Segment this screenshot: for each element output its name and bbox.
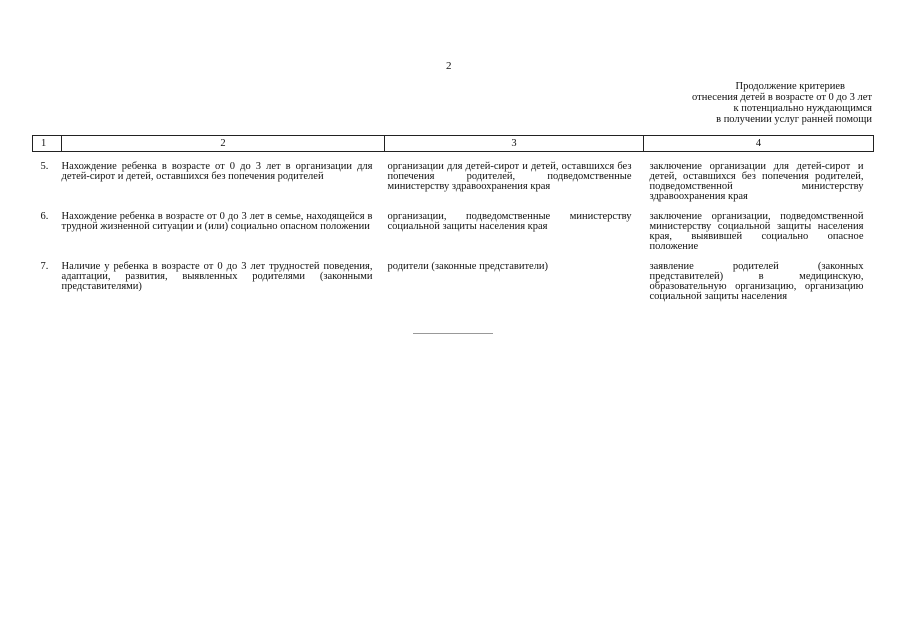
table-row	[33, 152, 874, 213]
row-number: 5.	[40, 161, 49, 172]
criterion-cell: Нахождение ребенка в возрасте от 0 до 3 лет в организации для детей-сирот и детей, оставшихся без попечения родителей	[61, 161, 373, 182]
continuation-line: в получении услуг ранней помощи	[716, 114, 872, 125]
continuation-line: отнесения детей в возрасте от 0 до 3 лет	[692, 92, 872, 103]
source-cell: организации для детей-сирот и детей, оставшихся без попечения родителей, подведомственные министерству здравоохранения края	[387, 161, 632, 192]
criterion-cell: Наличие у ребенка в возрасте от 0 до 3 лет трудностей поведения, адаптации, развития, выявленных родителями (законными представителями)	[61, 261, 373, 292]
source-cell: организации, подведомственные министерству социальной защиты населения края	[387, 211, 632, 232]
document-cell: заключение организации для детей-сирот и детей, оставшихся без попечения родителей, подведомственной министерству здравоохранения края	[649, 161, 864, 202]
row-number: 6.	[40, 211, 49, 222]
continuation-line: к потенциально нуждающимся	[733, 103, 872, 114]
column-header: 2	[62, 136, 385, 152]
table-row	[33, 262, 874, 312]
document-cell: заявление родителей (законных представителей) в медицинскую, образовательную организацию, организацию социальной защиты населения	[649, 261, 864, 302]
criterion-cell: Нахождение ребенка в возрасте от 0 до 3 лет в семье, находящейся в трудной жизненной ситуации и (или) социально опасном положении	[61, 211, 373, 232]
column-header: 4	[644, 136, 874, 152]
table-header-row	[33, 136, 874, 152]
row-number: 7.	[40, 261, 49, 272]
column-header: 1	[33, 136, 62, 152]
continuation-heading	[612, 81, 872, 125]
criteria-table	[32, 135, 874, 312]
document-cell: заключение организации, подведомственной министерству социальной защиты населения края, выявившей социально опасное положение	[649, 211, 864, 252]
column-header: 3	[385, 136, 644, 152]
page-number: 2	[446, 60, 452, 72]
continuation-title: Продолжение критериев	[735, 81, 845, 92]
table-row	[33, 212, 874, 262]
source-cell: родители (законные представители)	[387, 261, 549, 272]
end-divider	[413, 333, 493, 334]
